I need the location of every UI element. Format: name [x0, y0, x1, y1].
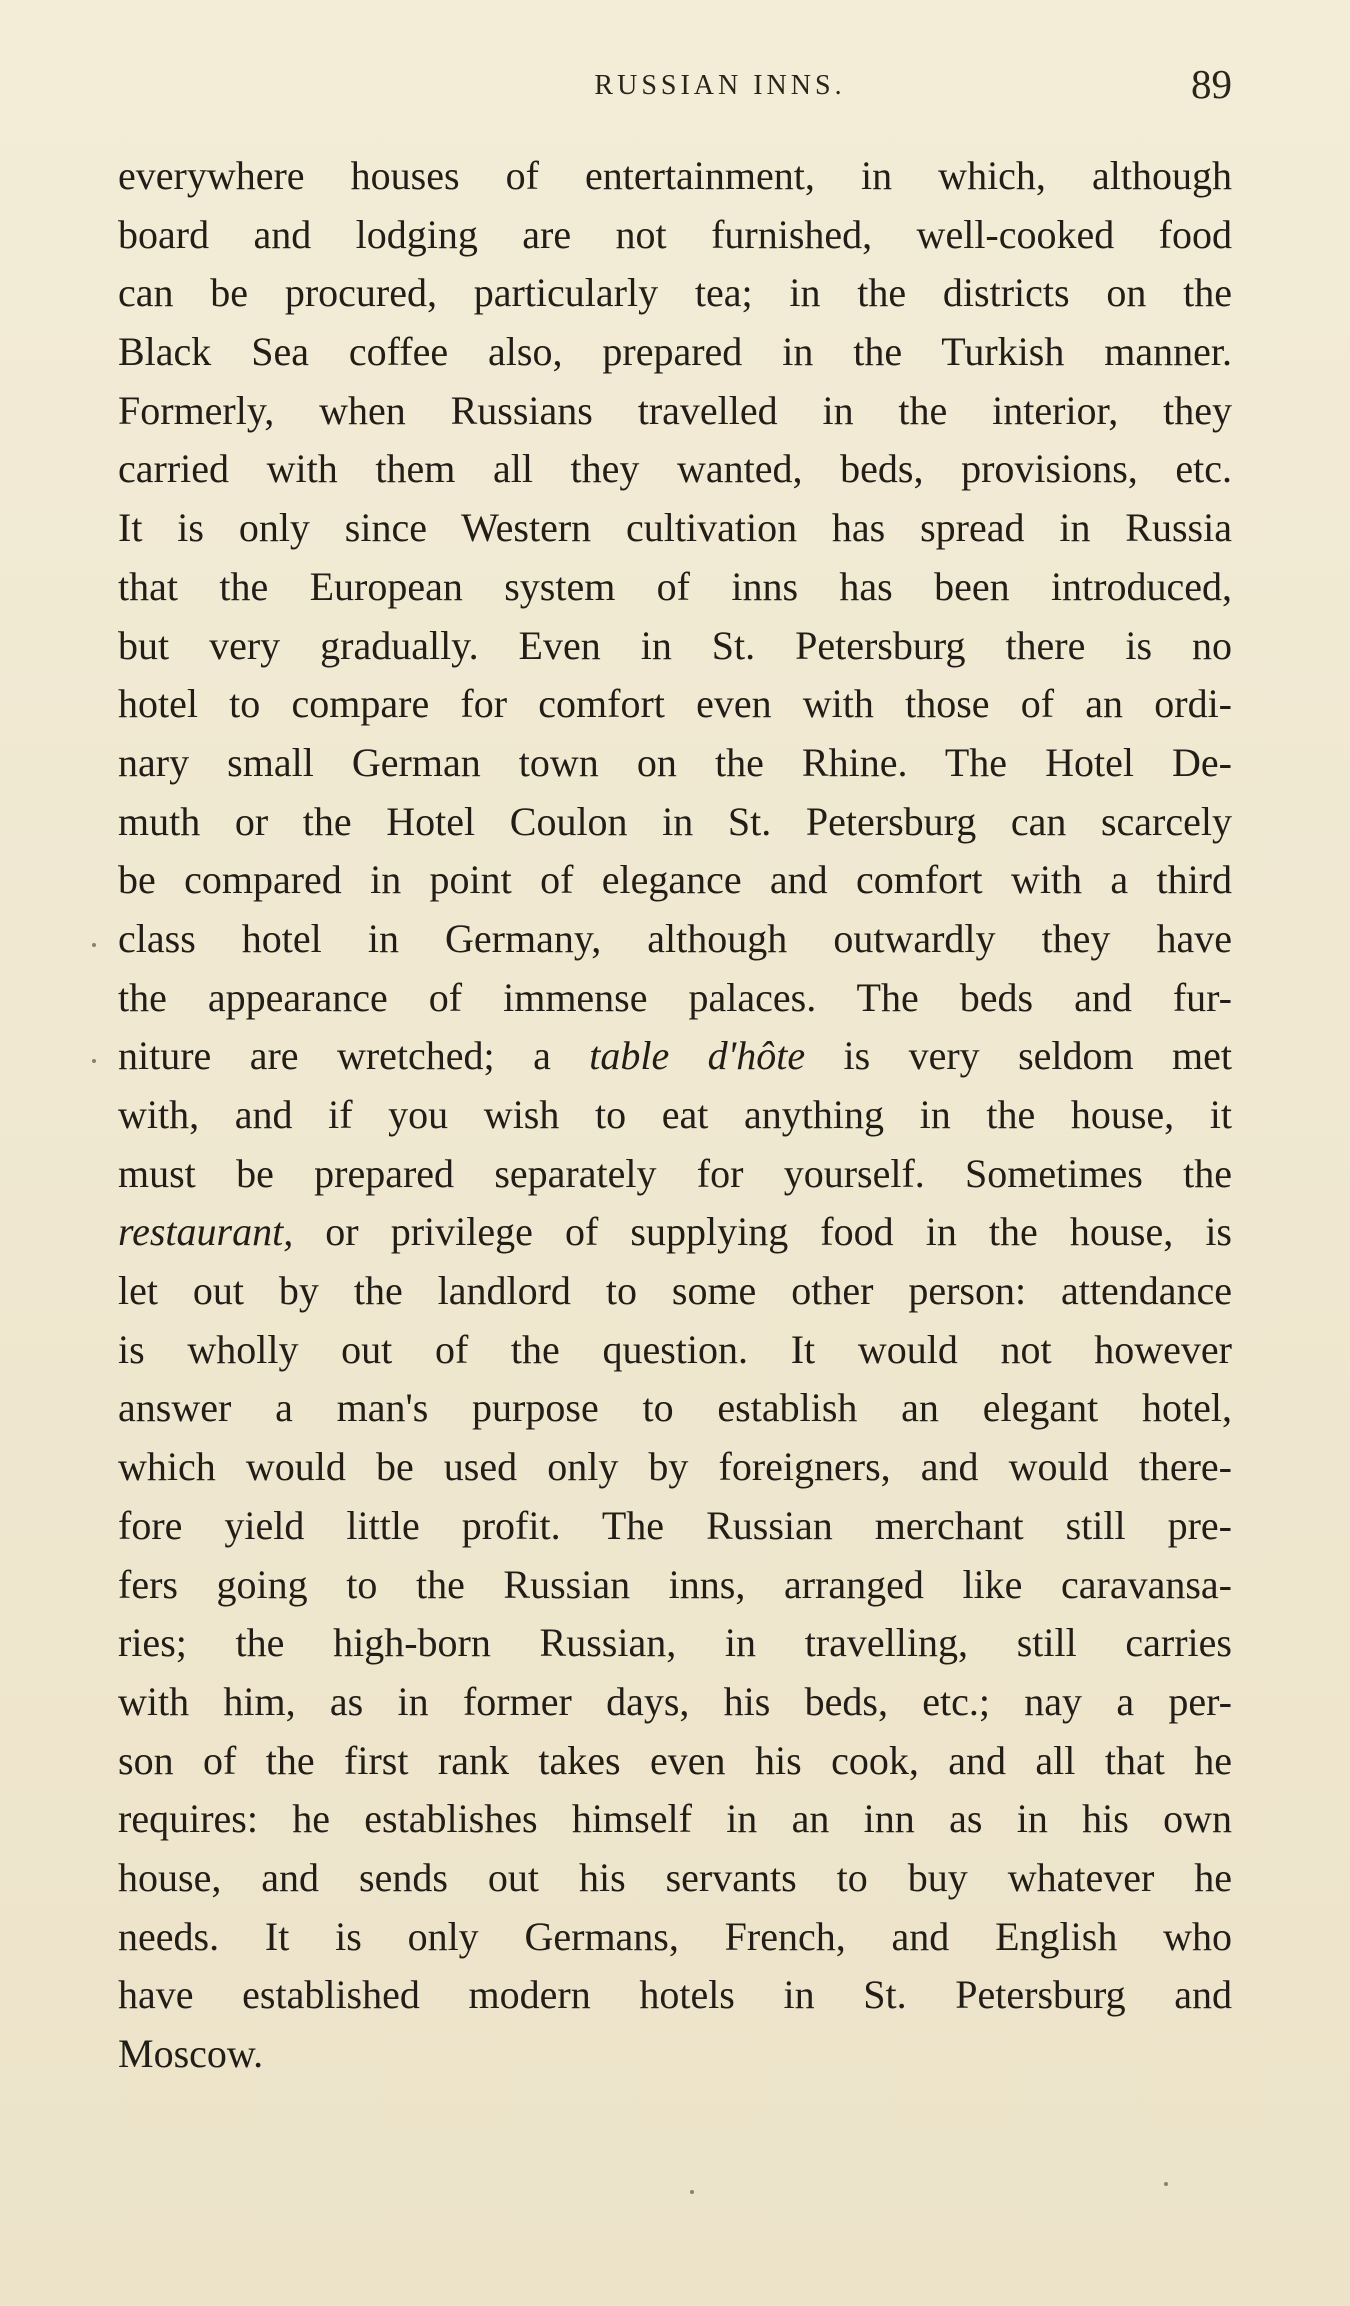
- margin-speck: [92, 1059, 96, 1063]
- page-number: 89: [1191, 61, 1232, 107]
- bottom-speck: [1164, 2182, 1168, 2186]
- text-line: Formerly, when Russians travelled in the interior, they: [118, 387, 1232, 433]
- text-line: hotel to compare for comfort even with those of an ordi-: [118, 681, 1232, 727]
- text-line: the appearance of immense palaces. The beds and fur-: [118, 974, 1232, 1020]
- line-segment: niture are wretched; a: [118, 1033, 590, 1079]
- text-line: ries; the high-born Russian, in travelling, still carries: [118, 1620, 1232, 1666]
- text-line: be compared in point of elegance and comfort with a third: [118, 857, 1232, 903]
- text-line: can be procured, particularly tea; in the districts on the: [118, 270, 1232, 316]
- text-line: son of the first rank takes even his cook, and all that he: [118, 1737, 1232, 1783]
- text-line-with-italic: [118, 1203, 1232, 1262]
- text-line: carried with them all they wanted, beds, provisions, etc.: [118, 446, 1232, 492]
- text-line: must be prepared separately for yourself. Sometimes the: [118, 1150, 1232, 1196]
- body-text: [118, 147, 1232, 2084]
- text-line: class hotel in Germany, although outwardly they have: [118, 915, 1232, 961]
- text-line-with-italic: [118, 1027, 1232, 1086]
- margin-speck: [92, 943, 96, 947]
- text-line: answer a man's purpose to establish an elegant hotel,: [118, 1385, 1232, 1431]
- line-segment: or privilege of supplying food in the house, is: [293, 1209, 1232, 1255]
- italic-phrase-table-d-hote: table d'hôte: [589, 1033, 806, 1079]
- text-line: It is only since Western cultivation has spread in Russia: [118, 505, 1232, 551]
- bottom-speck: [690, 2190, 694, 2194]
- text-line: nary small German town on the Rhine. The Hotel De-: [118, 739, 1232, 785]
- text-line: with him, as in former days, his beds, etc.; nay a per-: [118, 1678, 1232, 1724]
- text-line: let out by the landlord to some other person: attendance: [118, 1268, 1232, 1314]
- text-line: board and lodging are not furnished, well-cooked food: [118, 211, 1232, 257]
- text-line-last: Moscow.: [118, 2031, 264, 2076]
- text-line: fers going to the Russian inns, arranged like caravansa-: [118, 1561, 1232, 1607]
- text-line: muth or the Hotel Coulon in St. Petersburg can scarcely: [118, 798, 1232, 844]
- text-line: is wholly out of the question. It would not however: [118, 1326, 1232, 1372]
- running-title: RUSSIAN INNS.: [594, 70, 846, 101]
- text-line: but very gradually. Even in St. Petersburg there is no: [118, 622, 1232, 668]
- text-line: fore yield little profit. The Russian merchant still pre-: [118, 1502, 1232, 1548]
- text-line: everywhere houses of entertainment, in which, although: [118, 153, 1232, 198]
- line-segment: is very seldom met: [805, 1033, 1233, 1079]
- text-line: requires: he establishes himself in an inn as in his own: [118, 1796, 1232, 1842]
- text-line: have established modern hotels in St. Petersburg and: [118, 1972, 1232, 2018]
- text-line: which would be used only by foreigners, and would there-: [118, 1444, 1232, 1490]
- text-line: with, and if you wish to eat anything in the house, it: [118, 1092, 1232, 1137]
- text-line: house, and sends out his servants to buy whatever he: [118, 1854, 1232, 1900]
- text-line: that the European system of inns has been introduced,: [118, 563, 1232, 609]
- italic-word-restaurant: restaurant,: [118, 1209, 294, 1255]
- text-line: needs. It is only Germans, French, and English who: [118, 1913, 1232, 1959]
- text-line: Black Sea coffee also, prepared in the Turkish manner.: [118, 329, 1232, 375]
- running-header: [118, 56, 1232, 116]
